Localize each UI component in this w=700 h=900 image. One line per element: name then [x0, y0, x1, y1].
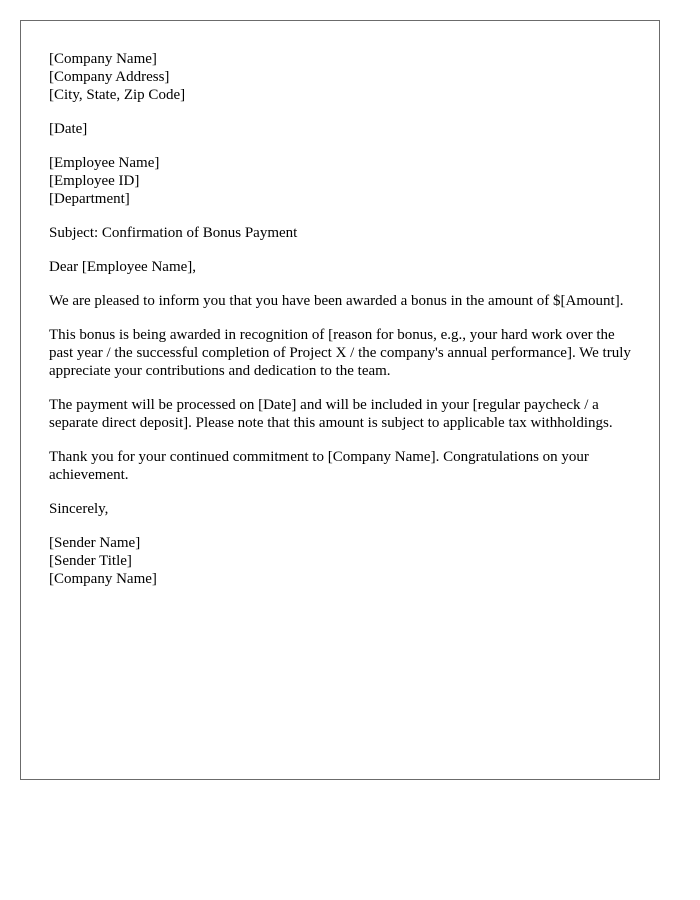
- date-block: [49, 120, 633, 138]
- sender-company-address: [Company Address]: [49, 69, 170, 85]
- closing-block: [49, 500, 633, 518]
- signature-sender-title: [Sender Title]: [49, 553, 132, 569]
- sender-address-block: [49, 50, 633, 104]
- sender-company-name: [Company Name]: [49, 51, 157, 67]
- paragraph-thank-you: Thank you for your continued commitment to [Company Name]. Congratulations on your achievement.: [49, 449, 589, 483]
- subject-line: Subject: Confirmation of Bonus Payment: [49, 225, 298, 241]
- salutation-block: [49, 258, 633, 276]
- signature-company-name: [Company Name]: [49, 571, 157, 587]
- signature-sender-name: [Sender Name]: [49, 535, 141, 551]
- letter-frame: [20, 20, 660, 780]
- letter-body: [49, 50, 633, 604]
- paragraph-bonus-reason: This bonus is being awarded in recognition of [reason for bonus, e.g., your hard work over the past year / the successful completion of Project X / the company's annual performance]. We truly appreciate your contributions and dedication to the team.: [49, 327, 631, 379]
- signature-block: [49, 534, 633, 588]
- salutation: Dear [Employee Name],: [49, 259, 197, 275]
- recipient-block: [49, 154, 633, 208]
- letter-date: [Date]: [49, 121, 88, 137]
- paragraph-payment-details: The payment will be processed on [Date] and will be included in your [regular paycheck / a separate direct deposit]. Please note that this amount is subject to applicable tax withholdings.: [49, 397, 613, 431]
- recipient-employee-name: [Employee Name]: [49, 155, 160, 171]
- recipient-department: [Department]: [49, 191, 130, 207]
- subject-line-block: [49, 224, 633, 242]
- paragraph-bonus-amount: We are pleased to inform you that you have been awarded a bonus in the amount of $[Amount].: [49, 293, 624, 309]
- sender-city-state-zip: [City, State, Zip Code]: [49, 87, 186, 103]
- recipient-employee-id: [Employee ID]: [49, 173, 140, 189]
- closing: Sincerely,: [49, 501, 109, 517]
